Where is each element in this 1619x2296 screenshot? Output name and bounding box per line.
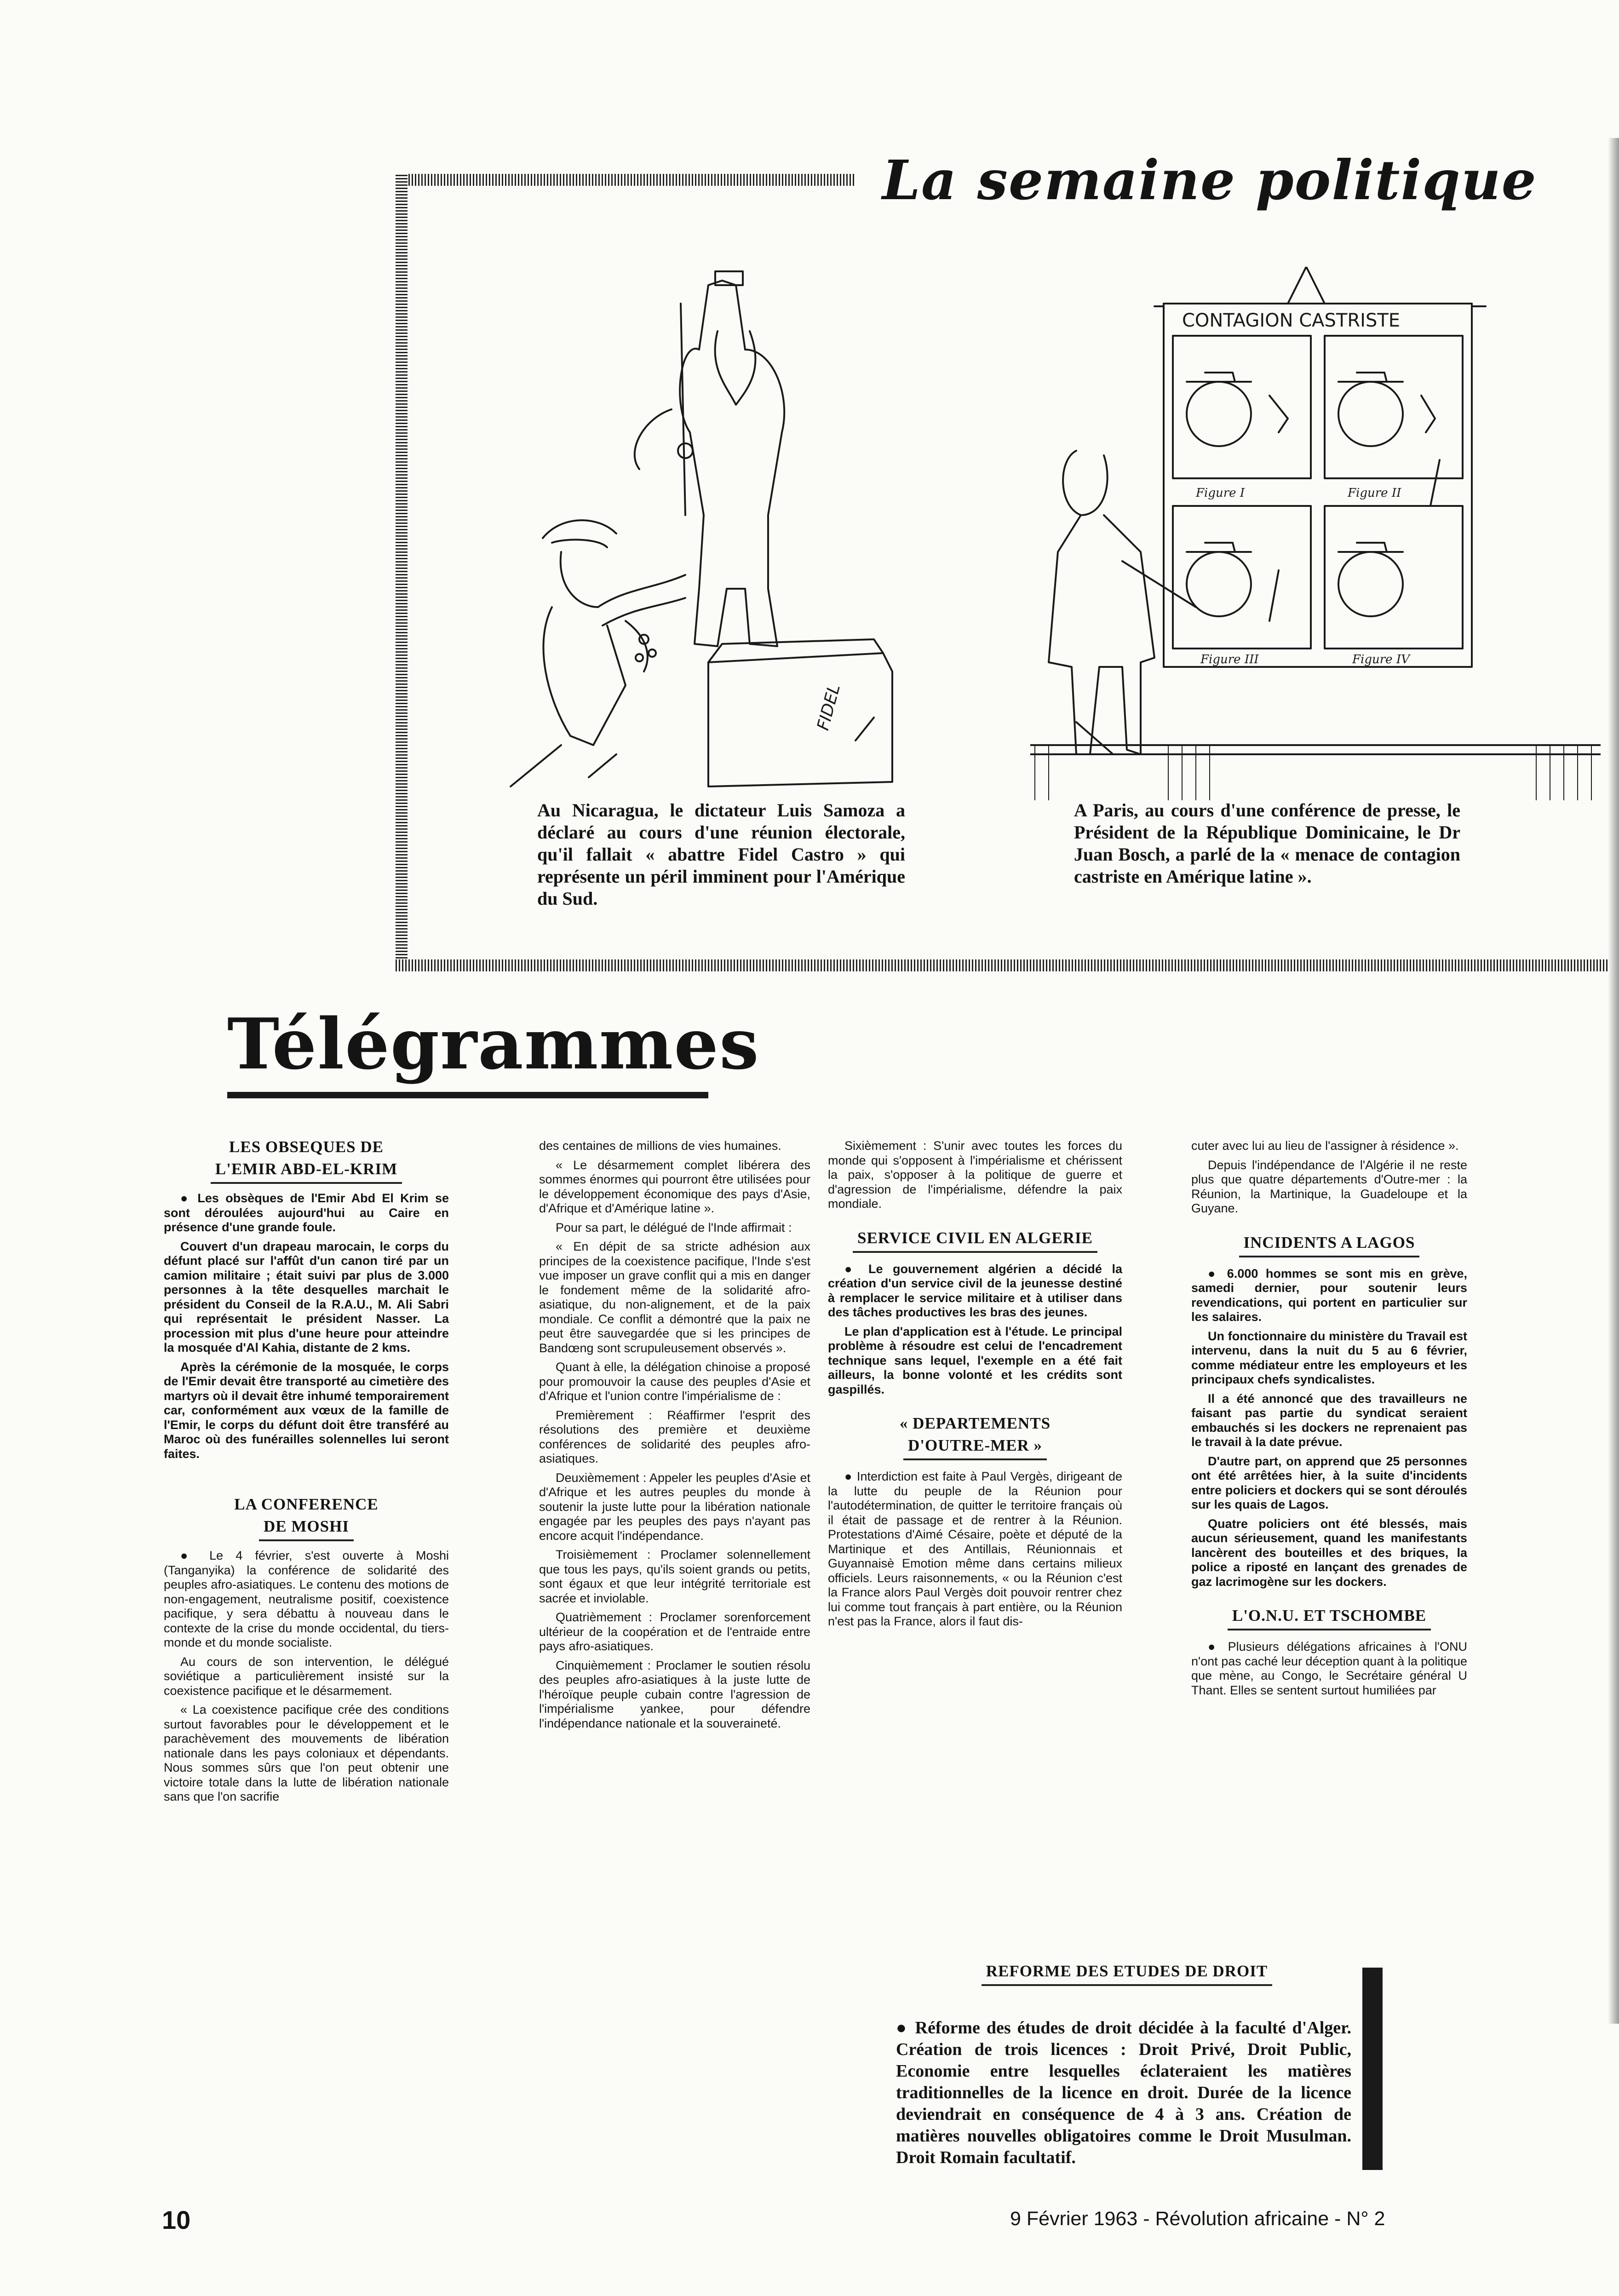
column-4 [1191,1139,1467,1702]
paragraph: Au cours de son intervention, le délégué soviétique a particulièrement insisté sur la coexistence pacifique et le désarmement. [164,1654,449,1698]
paragraph: Couvert d'un drapeau marocain, le corps du défunt placé sur l'affût d'un canon tiré par un camion militaire ; était suivi par plus de 3.000 personnes à la tête desquelles marchait le président du Conseil de la R.A.U., M. Ali Sabri qui représentait le président Nasser. La procession mit plus d'une heure pour atteindre la mosquée d'Al Kahia, distante de 2 kms. [164,1239,449,1355]
paragraph: Un fonctionnaire du ministère du Travail est intervenu, dans la nuit du 5 au 6 février, comme médiateur entre les employeurs et les principaux chefs syndicalistes. [1191,1329,1467,1386]
heading-obseques: LES OBSEQUES DE L'EMIR ABD-EL-KRIM [164,1136,449,1184]
chart-title: CONTAGION CASTRISTE [1182,310,1401,331]
paragraph: Premièrement : Réaffirmer l'esprit des résolutions des première et deuxième conférences de solidarité des peuples afro-asiatiques. [539,1408,810,1465]
reforme-bar [1362,1968,1383,2170]
paragraph: Il a été annoncé que des travailleurs ne faisant pas partie du syndicat seraient embauchés si les dockers ne reprenaient pas le travail à la date prévue. [1191,1391,1467,1449]
paragraph: « La coexistence pacifique crée des conditions surtout favorables pour le développement et le parachèvement des mouvements de libération nationale dans les pays coloniaux et dépendants. Nous sommes sûrs que l'on peut obtenir une victoire totale dans la lutte de libération nationale sans que l'on sacrifie [164,1703,449,1803]
reforme-text: ● Réforme des études de droit décidée à la faculté d'Alger. Création de trois licences : Droit Privé, Droit Public, Economie entre lesquelles éclateraient les matières traditionnelles de la licence en droit. Durée de la licence deviendrait en conséquence de 4 à 3 ans. Création de matières nouvelles obligatoires comme le Droit Musulman. Droit Romain facultatif. [896,2018,1351,2167]
figure-label-3: Figure III [1200,653,1259,666]
scan-shadow [1608,138,1619,2024]
telegrammes-title: Télégrammes [227,1003,760,1085]
paragraph: Depuis l'indépendance de l'Algérie il ne reste plus que quatre départements d'Outre-mer : la Réunion, la Martinique, la Guadeloupe et la Guyane. [1191,1158,1467,1215]
paragraph: ● Interdiction est faite à Paul Vergès, dirigeant de la lutte du peuple de la Réunion pour l'autodétermination, de quitter le territoire français où il était de passage et de rentrer à la Réunion. Protestations d'Aimé Césaire, poète et député de la Martinique et des Antillais, Réunionnais et Guyannaisè Emotion même dans certains milieux officiels. Leurs raisonnements, « ou la Réunion c'est la France alors Paul Vergès doit pouvoir rentrer chez lui comme tout français à part entière, ou la Réunion n'est pas la France, alors il faut dis- [828,1469,1122,1628]
caption-left: Au Nicaragua, le dictateur Luis Samoza a déclaré au cours d'une réunion électorale, qu'il fallait « abattre Fidel Castro » qui représente un péril imminent pour l'Amérique du Sud. [537,800,905,909]
paragraph: Pour sa part, le délégué de l'Inde affirmait : [556,1220,792,1234]
caption-right: A Paris, au cours d'une conférence de presse, le Président de la République Dominicaine, le Dr Juan Bosch, a parlé de la « menace de contagion castriste en Amérique latine ». [1074,800,1460,887]
paragraph: D'autre part, on apprend que 25 personnes ont été arrêtées hier, à la suite d'incidents entre policiers et dockers qui se sont déroulés sur les quais de Lagos. [1191,1454,1467,1511]
heading-incidents-lagos: INCIDENTS A LAGOS [1191,1232,1467,1257]
paragraph: Quatre policiers ont été blessés, mais aucun sérieusement, quand les manifestants lancèrent des bouteilles et des briques, la police a riposté en lançant des grenades de gaz lacrimogène sur les dockers. [1191,1516,1467,1589]
paragraph: « Le désarmement complet libérera des sommes énormes qui pourront être utilisées pour le développement économique des pays d'Asie, d'Afrique et d'Amérique latine ». [539,1158,810,1215]
frame-left-border [396,174,408,971]
column-2 [539,1139,810,1735]
heading-departements: « DEPARTEMENTS D'OUTRE-MER » [828,1412,1122,1460]
cartoon-left [506,258,920,796]
column-1 [164,1136,449,1809]
figure-label-1: Figure I [1196,486,1245,500]
paragraph: Cinquièmement : Proclamer le soutien résolu des peuples afro-asiatiques à la juste lutte de l'héroïque peuple cubain contre l'agression de l'impérialisme yankee, pour défendre l'indépendance nationale et la souveraineté. [539,1658,810,1730]
paragraph: cuter avec lui au lieu de l'assigner à résidence ». [1191,1139,1459,1153]
issue-line: 9 Février 1963 - Révolution africaine - N° 2 [1010,2208,1385,2230]
paragraph: Après la cérémonie de la mosquée, le corps de l'Emir devait être transporté au cimetière des martyrs où il devait être inhumé temporairement car, conformément aux vœux de la famille de l'Emir, le corps du défunt doit être transféré au Maroc où des funérailles solennelles lui seront faites. [164,1360,449,1461]
column-3 [828,1139,1122,1634]
paragraph: Deuxièmement : Appeler les peuples d'Asie et d'Afrique et les autres peuples du monde à soutenir la juste lutte pour la libération nationale engagée par les peuples des pays n'ayant pas encore acquit l'indépendance. [539,1470,810,1543]
paragraph: Troisièmement : Proclamer solennellement que tous les pays, qu'ils soient grands ou petits, sont égaux et que leur intégrité territoriale est sacrée et inviolable. [539,1548,810,1605]
header-rule [396,174,855,186]
frame-bottom-rule [396,959,1619,971]
heading-conference-moshi: LA CONFERENCE DE MOSHI [164,1493,449,1541]
paragraph: Quatrièmement : Proclamer sorenforcement ultérieur de la coopération et de l'entraide entre pays afro-asiatiques. [539,1610,810,1653]
heading-service-civil: SERVICE CIVIL EN ALGERIE [828,1227,1122,1253]
pedestal-label: FIDEL [814,682,844,733]
figure-label-2: Figure II [1348,486,1401,500]
paragraph: ● Le gouvernement algérien a décidé la création d'un service civil de la jeunesse destiné à remplacer le service militaire et à utiliser dans des tâches productives les bras des jeunes. [828,1262,1122,1319]
heading-onu-tschombe: L'O.N.U. ET TSCHOMBE [1191,1605,1467,1630]
paragraph: ● Le 4 février, s'est ouverte à Moshi (Tanganyika) la conférence de solidarité des peuples afro-asiatiques. Le contenu des motions de non-engagement, neutralisme positif, coexistence pacifique, y sera débattu à nouveau dans le contexte de la crise du monde occidental, du tiers-monde et du monde socialiste. [164,1549,449,1649]
paragraph: Le plan d'application est à l'étude. Le principal problème à résoudre est celui de l'encadrement technique sans lequel, l'exemple en a été fait ailleurs, la bonne volonté et les crédits sont gaspillés. [828,1324,1122,1396]
paragraph: ● Plusieurs délégations africaines à l'ONU n'ont pas caché leur déception quant à la politique que mène, au Congo, le Secrétaire général U Thant. Elles se sentent surtout humiliées par [1191,1640,1467,1697]
cartoon-right [1030,267,1601,800]
paragraph: ● Les obsèques de l'Emir Abd El Krim se sont déroulées aujourd'hui au Caire en présence d'une grande foule. [164,1191,449,1234]
paragraph: Sixièmement : S'unir avec toutes les forces du monde qui s'opposent à l'impérialisme et chérissent la paix, s'opposer à la politique de guerre et d'agression de l'impérialisme, défendre la paix mondiale. [828,1139,1122,1211]
heading-reforme: REFORME DES ETUDES DE DROIT [934,1960,1320,1986]
telegrammes-rule [227,1092,708,1098]
page-number: 10 [162,2205,191,2234]
paragraph: ● 6.000 hommes se sont mis en grève, samedi dernier, pour soutenir leurs revendications, qui portent en particulier sur les salaires. [1191,1266,1467,1324]
paragraph: des centaines de millions de vies humaines. [539,1139,781,1153]
figure-label-4: Figure IV [1352,653,1410,666]
section-title: La semaine politique [882,148,1537,212]
paragraph: « En dépit de sa stricte adhésion aux principes de la coexistence pacifique, l'Inde s'est vue imposer un grave conflit qui a mis en danger le fondement même de la solidarité afro-asiatique, du non-alignement, et de la paix mondiale. Ce conflit a démontré que la paix ne peut être sauvegardée que si les principes de Bandœng sont scrupuleusement observés ». [539,1240,810,1355]
paragraph: Quant à elle, la délégation chinoise a proposé pour promouvoir la cause des peuples d'Asie et d'Afrique et l'union contre l'impérialisme de : [539,1360,810,1403]
